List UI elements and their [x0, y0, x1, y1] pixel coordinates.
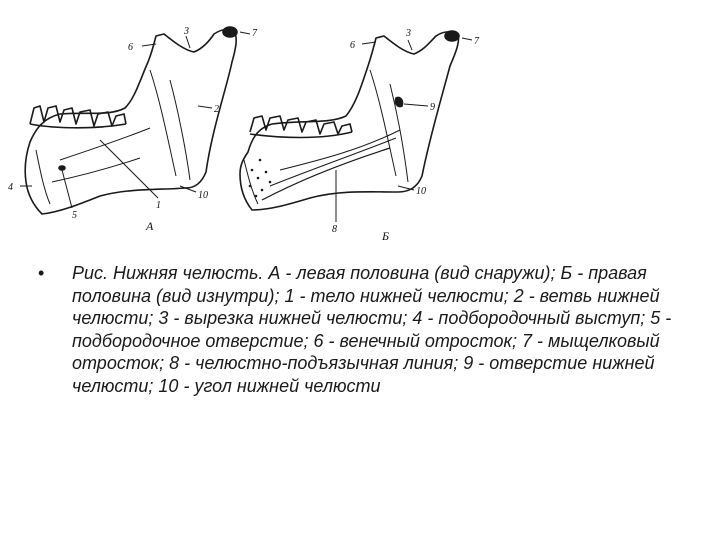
right-label-10: 10 [416, 186, 426, 197]
left-label-2: 2 [214, 104, 219, 115]
mandible-right-view [240, 31, 472, 222]
figure-caption [38, 262, 678, 397]
right-label-9: 9 [430, 102, 435, 113]
left-label-3: 3 [184, 26, 189, 37]
right-label-3: 3 [406, 28, 411, 39]
mandible-figure [0, 0, 720, 250]
caption-bullet: • [38, 263, 45, 283]
right-label-6: 6 [350, 40, 355, 51]
left-label-5: 5 [72, 210, 77, 221]
right-label-7: 7 [474, 36, 479, 47]
left-label-6: 6 [128, 42, 133, 53]
left-label-4: 4 [8, 182, 13, 193]
right-figure-letter: Б [382, 229, 390, 243]
caption-text: Рис. Нижняя челюсть. А - левая половина (вид снаружи); Б - правая половина (вид изнутри); 1 - тело нижней челюсти; 2 - ветвь нижней челюсти; 3 - вырезка нижней челюсти; 4 - подбородочный выступ; 5 - подбородочное отверстие; 6 - венечный отросток; 7 - мыщелковый отросток; 8 - челюстно-подъязычная линия; 9 - отверстие нижней челюсти; 10 - угол нижней челюсти [72, 263, 672, 396]
mandible-left-view [20, 27, 250, 214]
left-figure-letter: А [146, 219, 154, 233]
mandible-illustration [0, 0, 720, 250]
left-label-10: 10 [198, 190, 208, 201]
left-label-1: 1 [156, 200, 161, 211]
left-label-7: 7 [252, 28, 257, 39]
right-label-8: 8 [332, 224, 337, 235]
